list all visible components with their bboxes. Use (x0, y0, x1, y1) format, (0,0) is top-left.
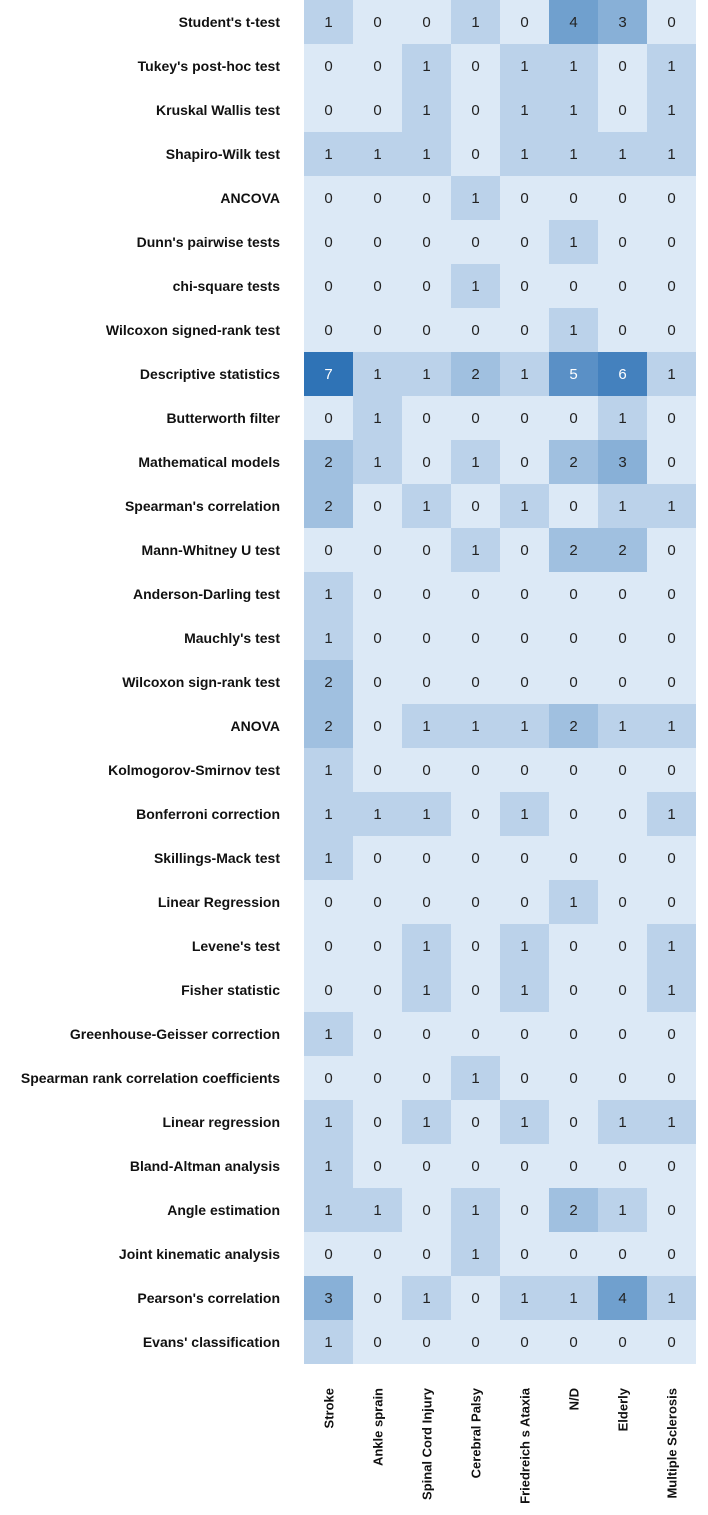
cell-value-label: 1 (422, 1114, 431, 1131)
cell-value-label: 1 (422, 718, 431, 735)
cell-value-label: 2 (569, 718, 578, 735)
row-label-wilcoxon-signed-rank-test: Wilcoxon signed-rank test (105, 322, 280, 338)
cell-value-label: 2 (324, 498, 333, 515)
cell-value-label: 0 (520, 630, 529, 647)
cell-value-label: 0 (618, 102, 627, 119)
cell-value-label: 0 (618, 278, 627, 295)
cell-value-label: 0 (324, 102, 333, 119)
cell-value-label: 1 (422, 366, 431, 383)
cell-value-label: 0 (667, 278, 676, 295)
row-label-joint-kinematic-analysis: Joint kinematic analysis (118, 1246, 280, 1262)
cell-value-label: 3 (618, 454, 627, 471)
cell-value-label: 0 (520, 894, 529, 911)
cell-value-label: 1 (324, 1026, 333, 1043)
cell-value-label: 0 (520, 542, 529, 559)
cell-value-label: 1 (569, 234, 578, 251)
row-label-wilcoxon-sign-rank-test: Wilcoxon sign-rank test (122, 674, 280, 690)
cell-value-label: 1 (618, 718, 627, 735)
cell-value-label: 0 (373, 278, 382, 295)
cell-value-label: 0 (520, 1026, 529, 1043)
cell-value-label: 1 (520, 58, 529, 75)
cell-value-label: 0 (667, 322, 676, 339)
cell-value-label: 0 (569, 586, 578, 603)
cell-value-label: 0 (618, 58, 627, 75)
cell-value-label: 0 (373, 14, 382, 31)
cell-value-label: 1 (471, 1202, 480, 1219)
column-label-ankle-sprain: Ankle sprain (370, 1388, 386, 1467)
cell-value-label: 0 (569, 1158, 578, 1175)
cell-value-label: 1 (667, 498, 676, 515)
cell-value-label: 0 (520, 1246, 529, 1263)
cell-value-label: 1 (373, 1202, 382, 1219)
cell-value-label: 0 (569, 1114, 578, 1131)
cell-value-label: 0 (373, 938, 382, 955)
cell-value-label: 0 (667, 630, 676, 647)
cell-value-label: 1 (471, 454, 480, 471)
cell-value-label: 0 (471, 1026, 480, 1043)
cell-value-label: 0 (618, 762, 627, 779)
cell-value-label: 1 (667, 938, 676, 955)
cell-value-label: 1 (422, 498, 431, 515)
row-label-evans-classification: Evans' classification (142, 1334, 280, 1350)
cell-value-label: 1 (471, 14, 480, 31)
cell-value-label: 1 (569, 894, 578, 911)
cell-value-label: 0 (569, 982, 578, 999)
row-label-mathematical-models: Mathematical models (138, 454, 280, 470)
row-label-descriptive-statistics: Descriptive statistics (139, 366, 280, 382)
cell-value-label: 1 (422, 146, 431, 163)
cell-value-label: 2 (569, 542, 578, 559)
column-label-cerebral-palsy: Cerebral Palsy (468, 1388, 484, 1479)
cell-value-label: 1 (373, 366, 382, 383)
cell-value-label: 0 (569, 850, 578, 867)
row-label-levene-s-test: Levene's test (191, 938, 280, 954)
row-labels (21, 14, 281, 1350)
cell-value-label: 1 (324, 850, 333, 867)
cell-value-label: 1 (618, 1114, 627, 1131)
cell-value-label: 1 (618, 498, 627, 515)
cell-value-label: 0 (373, 1114, 382, 1131)
cell-value-label: 0 (471, 1158, 480, 1175)
cell-value-label: 1 (569, 102, 578, 119)
cell-value-label: 0 (373, 674, 382, 691)
cell-value-label: 0 (373, 1334, 382, 1351)
cell-value-label: 0 (618, 1026, 627, 1043)
cell-value-label: 1 (422, 1290, 431, 1307)
cell-value-label: 0 (471, 498, 480, 515)
cell-value-label: 0 (520, 762, 529, 779)
cell-value-label: 1 (667, 806, 676, 823)
cell-value-label: 0 (422, 630, 431, 647)
cell-value-label: 0 (569, 1026, 578, 1043)
cell-value-label: 0 (422, 234, 431, 251)
cell-value-label: 0 (471, 894, 480, 911)
column-label-elderly: Elderly (615, 1388, 631, 1432)
cell-value-label: 1 (569, 146, 578, 163)
cell-value-label: 0 (471, 1334, 480, 1351)
cell-value-label: 1 (667, 102, 676, 119)
cell-value-label: 0 (471, 982, 480, 999)
cell-value-label: 1 (324, 762, 333, 779)
cell-value-label: 0 (324, 982, 333, 999)
cell-value-label: 0 (373, 322, 382, 339)
cell-value-label: 0 (520, 674, 529, 691)
column-label-spinal-cord-injury: Spinal Cord Injury (419, 1388, 435, 1500)
row-label-shapiro-wilk-test: Shapiro-Wilk test (165, 146, 280, 162)
cell-value-label: 0 (618, 1158, 627, 1175)
row-label-ancova: ANCOVA (220, 190, 280, 206)
cell-value-label: 0 (618, 586, 627, 603)
cell-value-label: 1 (324, 1202, 333, 1219)
cell-value-label: 0 (569, 190, 578, 207)
cell-value-label: 0 (471, 58, 480, 75)
cell-value-label: 0 (422, 762, 431, 779)
row-label-chi-square-tests: chi-square tests (172, 278, 280, 294)
cell-value-label: 2 (324, 454, 333, 471)
cell-value-label: 7 (324, 366, 333, 383)
heatmap-cells (304, 0, 696, 1364)
column-label-friedreich-s-ataxia: Friedreich s Ataxia (517, 1388, 533, 1504)
cell-value-label: 0 (422, 1158, 431, 1175)
cell-value-label: 0 (520, 1202, 529, 1219)
cell-value-label: 0 (520, 586, 529, 603)
row-label-spearman-rank-correlation-coefficients: Spearman rank correlation coefficients (20, 1070, 280, 1086)
cell-value-label: 0 (569, 1070, 578, 1087)
row-label-angle-estimation: Angle estimation (167, 1202, 280, 1218)
cell-value-label: 0 (471, 1114, 480, 1131)
row-label-dunn-s-pairwise-tests: Dunn's pairwise tests (136, 234, 280, 250)
row-label-bonferroni-correction: Bonferroni correction (136, 806, 280, 822)
cell-value-label: 1 (569, 58, 578, 75)
cell-value-label: 2 (324, 718, 333, 735)
cell-value-label: 0 (422, 322, 431, 339)
cell-value-label: 0 (422, 1246, 431, 1263)
cell-value-label: 0 (667, 454, 676, 471)
cell-value-label: 0 (618, 1246, 627, 1263)
cell-value-label: 0 (618, 894, 627, 911)
cell-value-label: 0 (422, 454, 431, 471)
row-label-anova: ANOVA (230, 718, 280, 734)
cell-value-label: 0 (422, 1070, 431, 1087)
cell-value-label: 0 (520, 278, 529, 295)
cell-value-label: 0 (422, 1334, 431, 1351)
cell-value-label: 0 (422, 1026, 431, 1043)
cell-value-label: 5 (569, 366, 578, 383)
cell-value-label: 0 (471, 322, 480, 339)
cell-value-label: 0 (373, 850, 382, 867)
row-label-spearman-s-correlation: Spearman's correlation (124, 498, 280, 514)
cell-value-label: 1 (520, 146, 529, 163)
row-label-tukey-s-post-hoc-test: Tukey's post-hoc test (137, 58, 280, 74)
cell-value-label: 0 (667, 674, 676, 691)
cell-value-label: 0 (324, 278, 333, 295)
cell-value-label: 0 (618, 674, 627, 691)
cell-value-label: 0 (324, 1070, 333, 1087)
cell-value-label: 0 (471, 850, 480, 867)
row-label-kolmogorov-smirnov-test: Kolmogorov-Smirnov test (108, 762, 280, 778)
cell-value-label: 0 (471, 1290, 480, 1307)
cell-value-label: 0 (324, 322, 333, 339)
cell-value-label: 0 (667, 234, 676, 251)
cell-value-label: 1 (324, 630, 333, 647)
cell-value-label: 0 (422, 586, 431, 603)
cell-value-label: 0 (471, 234, 480, 251)
cell-value-label: 1 (520, 1290, 529, 1307)
cell-value-label: 1 (471, 1070, 480, 1087)
cell-value-label: 1 (667, 718, 676, 735)
cell-value-label: 1 (471, 718, 480, 735)
cell-value-label: 2 (471, 366, 480, 383)
row-label-kruskal-wallis-test: Kruskal Wallis test (156, 102, 280, 118)
cell-value-label: 0 (569, 630, 578, 647)
cell-value-label: 0 (569, 278, 578, 295)
cell-value-label: 1 (471, 190, 480, 207)
cell-value-label: 1 (520, 498, 529, 515)
cell-value-label: 0 (569, 806, 578, 823)
cell-value-label: 1 (667, 982, 676, 999)
cell-value-label: 1 (520, 982, 529, 999)
cell-value-label: 1 (569, 1290, 578, 1307)
cell-value-label: 1 (471, 1246, 480, 1263)
cell-value-label: 1 (520, 1114, 529, 1131)
cell-value-label: 1 (422, 58, 431, 75)
cell-value-label: 0 (471, 674, 480, 691)
cell-value-label: 1 (422, 938, 431, 955)
cell-value-label: 0 (520, 410, 529, 427)
cell-value-label: 0 (422, 674, 431, 691)
cell-value-label: 1 (324, 1334, 333, 1351)
cell-value-label: 0 (373, 894, 382, 911)
cell-value-label: 0 (324, 938, 333, 955)
row-label-skillings-mack-test: Skillings-Mack test (153, 850, 280, 866)
cell-value-label: 0 (324, 542, 333, 559)
cell-value-label: 2 (618, 542, 627, 559)
cell-value-label: 0 (618, 234, 627, 251)
cell-value-label: 0 (324, 894, 333, 911)
cell-value-label: 1 (667, 1114, 676, 1131)
cell-value-label: 0 (373, 58, 382, 75)
column-label-multiple-sclerosis: Multiple Sclerosis (664, 1388, 680, 1499)
cell-value-label: 1 (471, 542, 480, 559)
cell-value-label: 0 (667, 1070, 676, 1087)
cell-value-label: 0 (471, 806, 480, 823)
cell-value-label: 1 (520, 718, 529, 735)
cell-value-label: 0 (373, 498, 382, 515)
cell-value-label: 0 (422, 14, 431, 31)
cell-value-label: 1 (373, 410, 382, 427)
cell-value-label: 0 (324, 410, 333, 427)
cell-value-label: 0 (667, 14, 676, 31)
cell-value-label: 1 (324, 586, 333, 603)
cell-value-label: 0 (373, 982, 382, 999)
cell-value-label: 0 (520, 454, 529, 471)
cell-value-label: 0 (373, 542, 382, 559)
cell-value-label: 6 (618, 366, 627, 383)
cell-value-label: 0 (667, 586, 676, 603)
cell-value-label: 0 (373, 630, 382, 647)
cell-value-label: 0 (471, 102, 480, 119)
cell-value-label: 0 (618, 1070, 627, 1087)
cell-value-label: 0 (373, 1246, 382, 1263)
cell-value-label: 0 (373, 1158, 382, 1175)
cell-value-label: 1 (324, 806, 333, 823)
cell-value-label: 0 (422, 278, 431, 295)
cell-value-label: 1 (569, 322, 578, 339)
cell-value-label: 0 (324, 1246, 333, 1263)
cell-value-label: 2 (569, 454, 578, 471)
row-label-mann-whitney-u-test: Mann-Whitney U test (141, 542, 280, 558)
cell-value-label: 0 (471, 630, 480, 647)
cell-value-label: 1 (618, 1202, 627, 1219)
cell-value-label: 0 (373, 1290, 382, 1307)
cell-value-label: 0 (667, 1334, 676, 1351)
cell-value-label: 1 (422, 102, 431, 119)
cell-value-label: 1 (324, 14, 333, 31)
cell-value-label: 0 (471, 146, 480, 163)
cell-value-label: 0 (373, 762, 382, 779)
cell-value-label: 0 (667, 410, 676, 427)
row-label-linear-regression: Linear Regression (157, 894, 280, 910)
cell-value-label: 0 (471, 762, 480, 779)
cell-value-label: 1 (520, 938, 529, 955)
cell-value-label: 1 (324, 1158, 333, 1175)
cell-value-label: 0 (520, 190, 529, 207)
cell-value-label: 0 (471, 938, 480, 955)
cell-value-label: 0 (422, 410, 431, 427)
cell-value-label: 0 (373, 1026, 382, 1043)
cell-value-label: 1 (618, 146, 627, 163)
cell-value-label: 0 (373, 190, 382, 207)
cell-value-label: 0 (667, 190, 676, 207)
cell-value-label: 2 (569, 1202, 578, 1219)
cell-value-label: 0 (569, 1334, 578, 1351)
row-label-mauchly-s-test: Mauchly's test (184, 630, 280, 646)
cell-value-label: 0 (569, 410, 578, 427)
cell-value-label: 0 (618, 190, 627, 207)
cell-value-label: 0 (618, 850, 627, 867)
column-labels (322, 1387, 680, 1504)
cell-value-label: 0 (422, 850, 431, 867)
row-label-fisher-statistic: Fisher statistic (181, 982, 280, 998)
cell-value-label: 0 (422, 542, 431, 559)
row-label-pearson-s-correlation: Pearson's correlation (137, 1290, 280, 1306)
cell-value-label: 0 (471, 410, 480, 427)
cell-value-label: 0 (520, 850, 529, 867)
cell-value-label: 4 (569, 14, 578, 31)
cell-value-label: 1 (373, 806, 382, 823)
cell-value-label: 0 (569, 498, 578, 515)
cell-value-label: 0 (373, 586, 382, 603)
cell-value-label: 0 (422, 894, 431, 911)
cell-value-label: 0 (520, 14, 529, 31)
cell-value-label: 1 (422, 806, 431, 823)
cell-value-label: 2 (324, 674, 333, 691)
cell-value-label: 3 (618, 14, 627, 31)
cell-value-label: 0 (520, 1158, 529, 1175)
cell-value-label: 0 (471, 586, 480, 603)
cell-value-label: 1 (422, 982, 431, 999)
cell-value-label: 0 (618, 630, 627, 647)
cell-value-label: 1 (520, 102, 529, 119)
cell-value-label: 0 (422, 190, 431, 207)
cell-value-label: 0 (324, 234, 333, 251)
row-label-anderson-darling-test: Anderson-Darling test (132, 586, 280, 602)
cell-value-label: 0 (520, 1070, 529, 1087)
row-label-butterworth-filter: Butterworth filter (166, 410, 280, 426)
row-label-greenhouse-geisser-correction: Greenhouse-Geisser correction (69, 1026, 280, 1042)
cell-value-label: 0 (667, 542, 676, 559)
cell-value-label: 0 (520, 234, 529, 251)
cell-value-label: 0 (569, 1246, 578, 1263)
cell-value-label: 1 (324, 1114, 333, 1131)
row-label-student-s-t-test: Student's t-test (178, 14, 280, 30)
cell-value-label: 1 (324, 146, 333, 163)
cell-value-label: 1 (618, 410, 627, 427)
cell-value-label: 0 (373, 718, 382, 735)
cell-value-label: 0 (324, 190, 333, 207)
cell-value-label: 1 (471, 278, 480, 295)
cell-value-label: 1 (520, 806, 529, 823)
cell-value-label: 0 (569, 674, 578, 691)
cell-value-label: 0 (667, 1158, 676, 1175)
cell-value-label: 0 (667, 894, 676, 911)
cell-value-label: 1 (373, 454, 382, 471)
cell-value-label: 0 (667, 850, 676, 867)
cell-value-label: 0 (667, 1026, 676, 1043)
cell-value-label: 0 (618, 806, 627, 823)
cell-value-label: 1 (667, 1290, 676, 1307)
cell-value-label: 0 (373, 1070, 382, 1087)
cell-value-label: 0 (520, 1334, 529, 1351)
row-label-linear-regression: Linear regression (162, 1114, 280, 1130)
cell-value-label: 0 (667, 1246, 676, 1263)
cell-value-label: 0 (569, 938, 578, 955)
cell-value-label: 0 (618, 938, 627, 955)
cell-value-label: 0 (618, 982, 627, 999)
cell-value-label: 0 (422, 1202, 431, 1219)
cell-value-label: 0 (667, 762, 676, 779)
cell-value-label: 0 (373, 234, 382, 251)
cell-value-label: 3 (324, 1290, 333, 1307)
column-label-n-d: N/D (566, 1388, 582, 1411)
cell-value-label: 1 (667, 146, 676, 163)
cell-value-label: 0 (618, 322, 627, 339)
cell-value-label: 0 (569, 762, 578, 779)
cell-value-label: 0 (520, 322, 529, 339)
cell-value-label: 0 (324, 58, 333, 75)
column-label-stroke: Stroke (321, 1388, 337, 1429)
cell-value-label: 0 (373, 102, 382, 119)
cell-value-label: 4 (618, 1290, 627, 1307)
row-label-bland-altman-analysis: Bland-Altman analysis (129, 1158, 280, 1174)
cell-value-label: 1 (373, 146, 382, 163)
cell-value-label: 0 (618, 1334, 627, 1351)
cell-value-label: 1 (667, 58, 676, 75)
cell-value-label: 1 (520, 366, 529, 383)
cell-value-label: 0 (667, 1202, 676, 1219)
cell-value-label: 1 (667, 366, 676, 383)
